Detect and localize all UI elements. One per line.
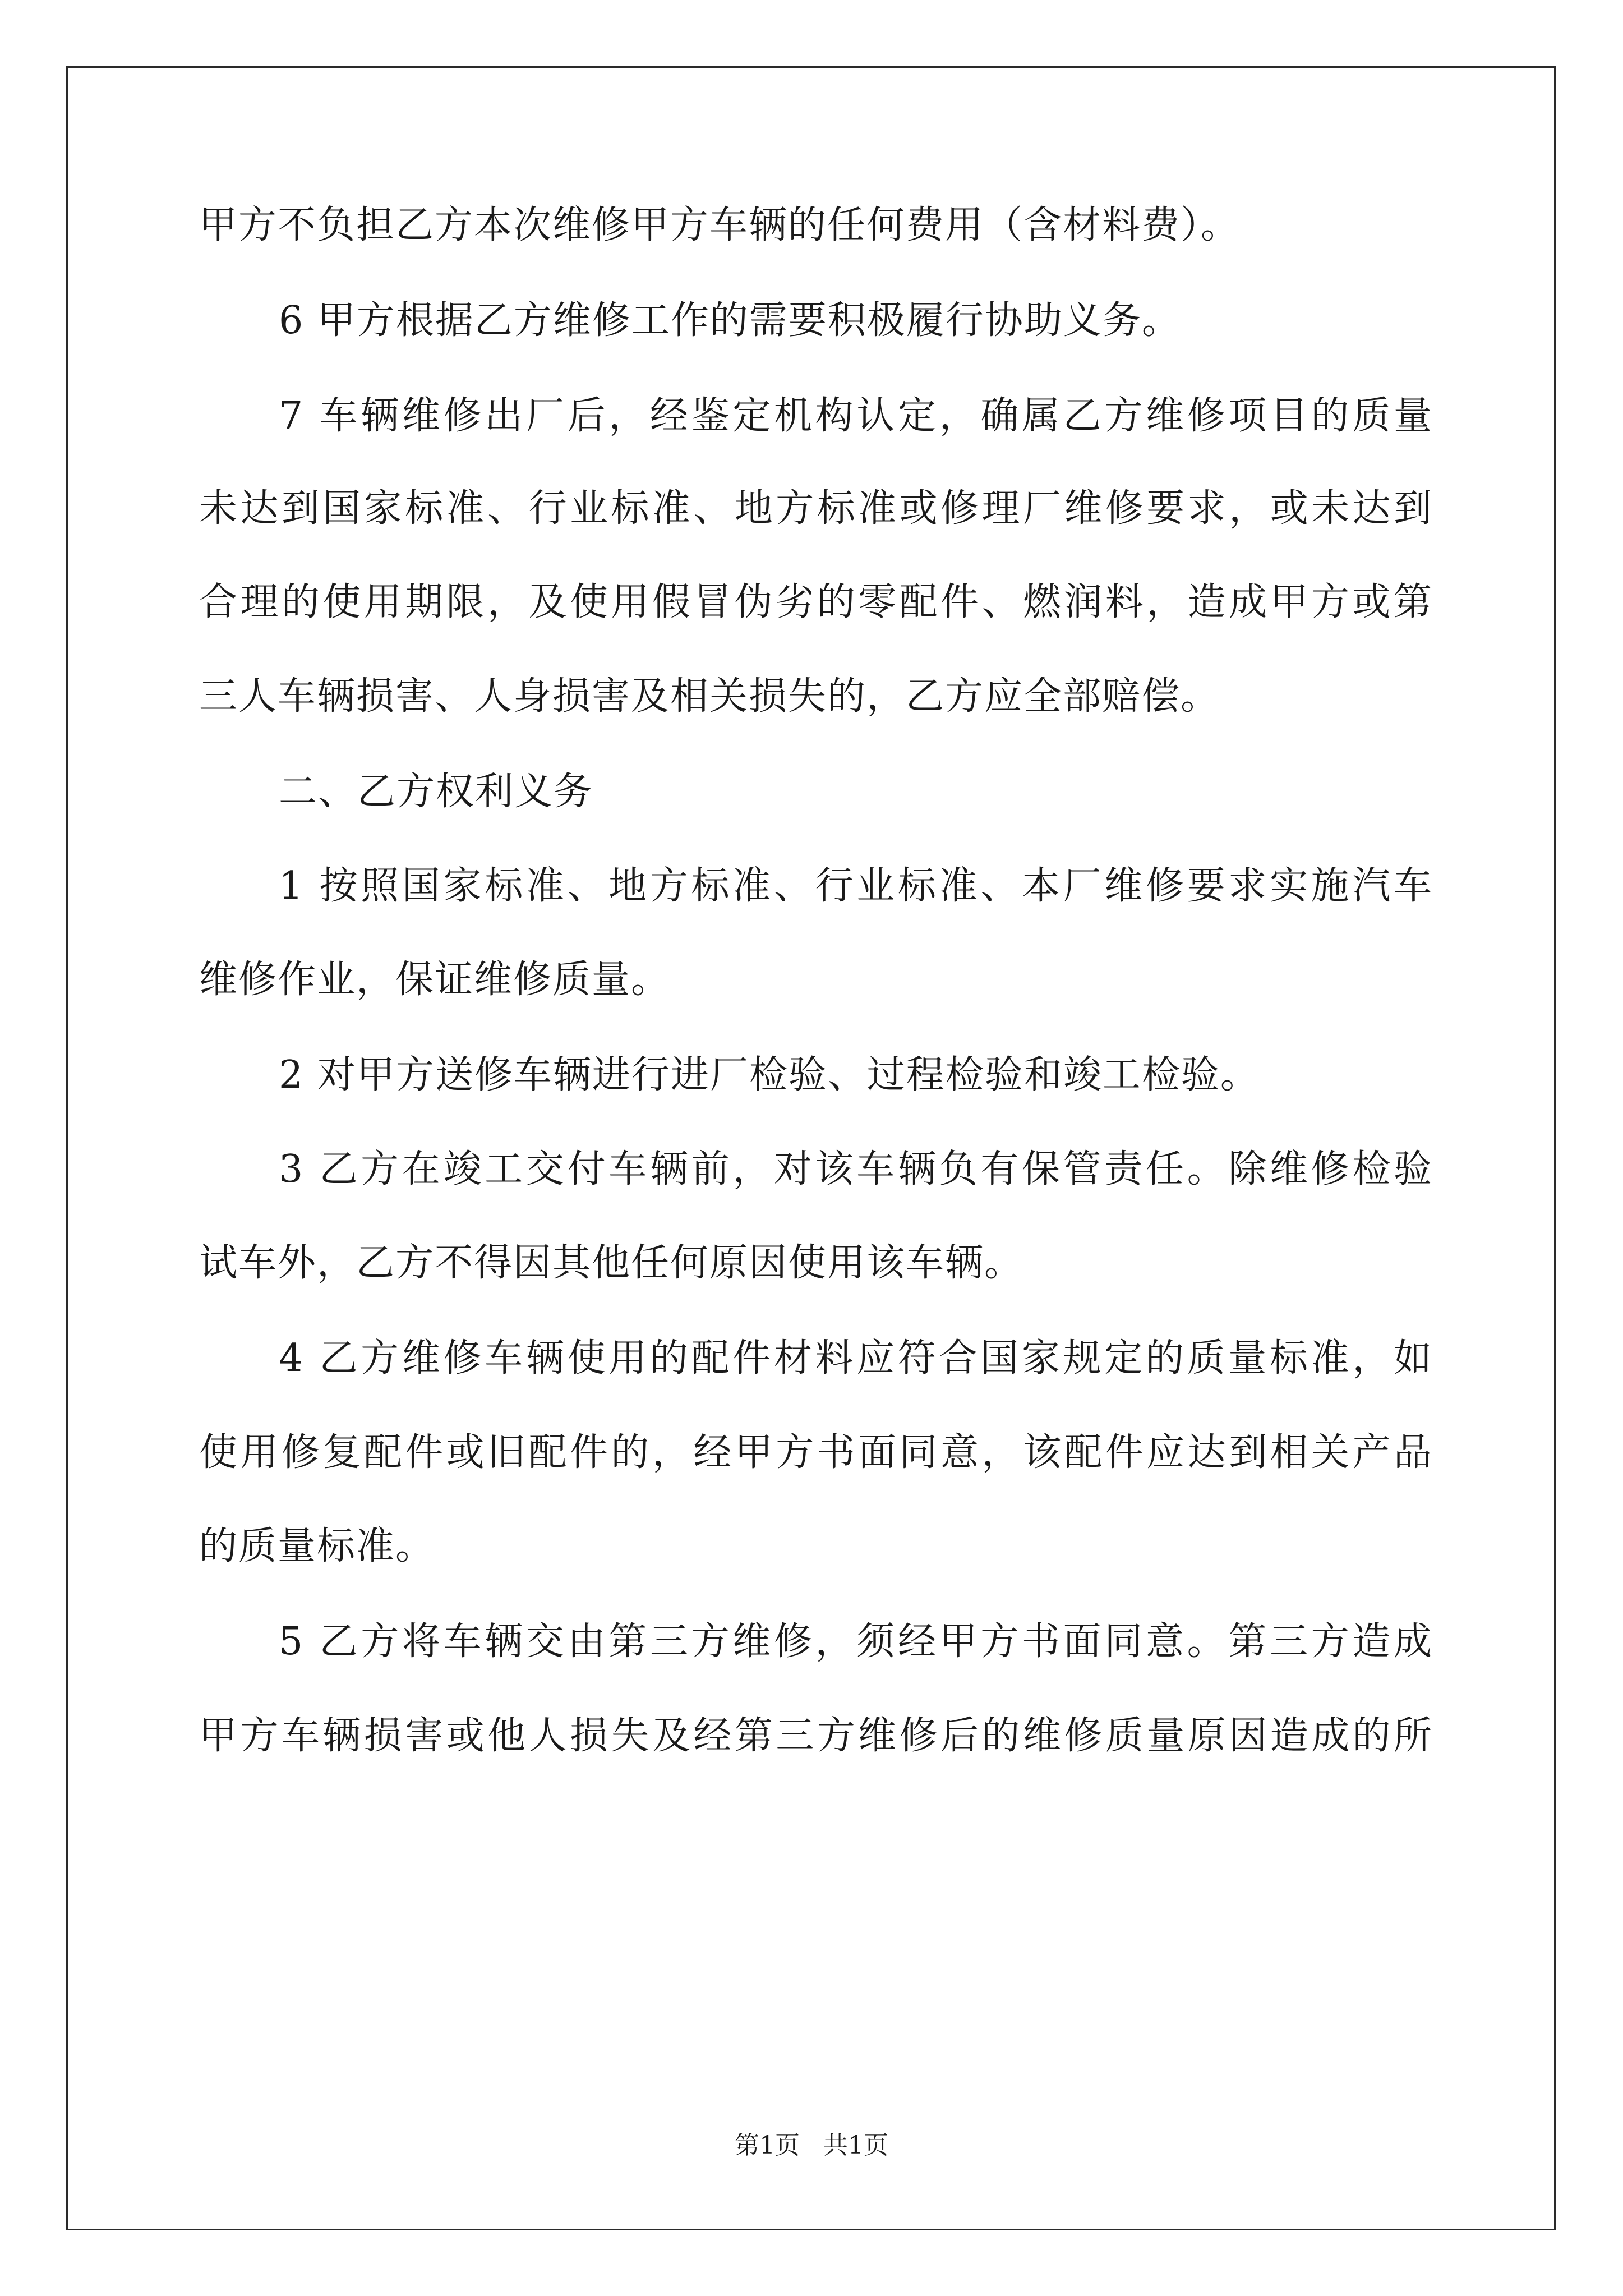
text-line: 6 甲方根据乙方维修工作的需要积极履行协助义务。: [279, 298, 1181, 343]
page-number: 第1页 共1页: [735, 2131, 888, 2160]
text-line: 3 乙方在竣工交付车辆前，对该车辆负有保管责任。除维修检验: [279, 1147, 1433, 1191]
text-line: 的质量标准。: [199, 1524, 435, 1568]
text-line: 三人车辆损害、人身损害及相关损失的，乙方应全部赔偿。: [199, 674, 1220, 719]
text-line: 维修作业，保证维修质量。: [199, 958, 671, 1002]
text-line: 甲方车辆损害或他人损失及经第三方维修后的维修质量原因造成的所: [199, 1714, 1433, 1758]
text-line: 7 车辆维修出厂后，经鉴定机构认定，确属乙方维修项目的质量: [279, 394, 1433, 438]
text-line: 使用修复配件或旧配件的，经甲方书面同意，该配件应达到相关产品: [199, 1430, 1433, 1475]
text-line: 5 乙方将车辆交由第三方维修，须经甲方书面同意。第三方造成: [279, 1619, 1433, 1664]
section-heading: 二、乙方权利义务: [279, 770, 593, 814]
text-line: 合理的使用期限，及使用假冒伪劣的零配件、燃润料，造成甲方或第: [199, 580, 1433, 624]
text-line: 未达到国家标准、行业标准、地方标准或修理厂维修要求，或未达到: [199, 486, 1433, 531]
text-line: 4 乙方维修车辆使用的配件材料应符合国家规定的质量标准，如: [279, 1336, 1433, 1381]
text-line: 甲方不负担乙方本次维修甲方车辆的任何费用（含材料费）。: [199, 203, 1241, 247]
text-line: 试车外，乙方不得因其他任何原因使用该车辆。: [199, 1241, 1024, 1285]
text-line: 2 对甲方送修车辆进行进厂检验、过程检验和竣工检验。: [279, 1053, 1260, 1097]
text-line: 1 按照国家标准、地方标准、行业标准、本厂维修要求实施汽车: [279, 864, 1433, 908]
